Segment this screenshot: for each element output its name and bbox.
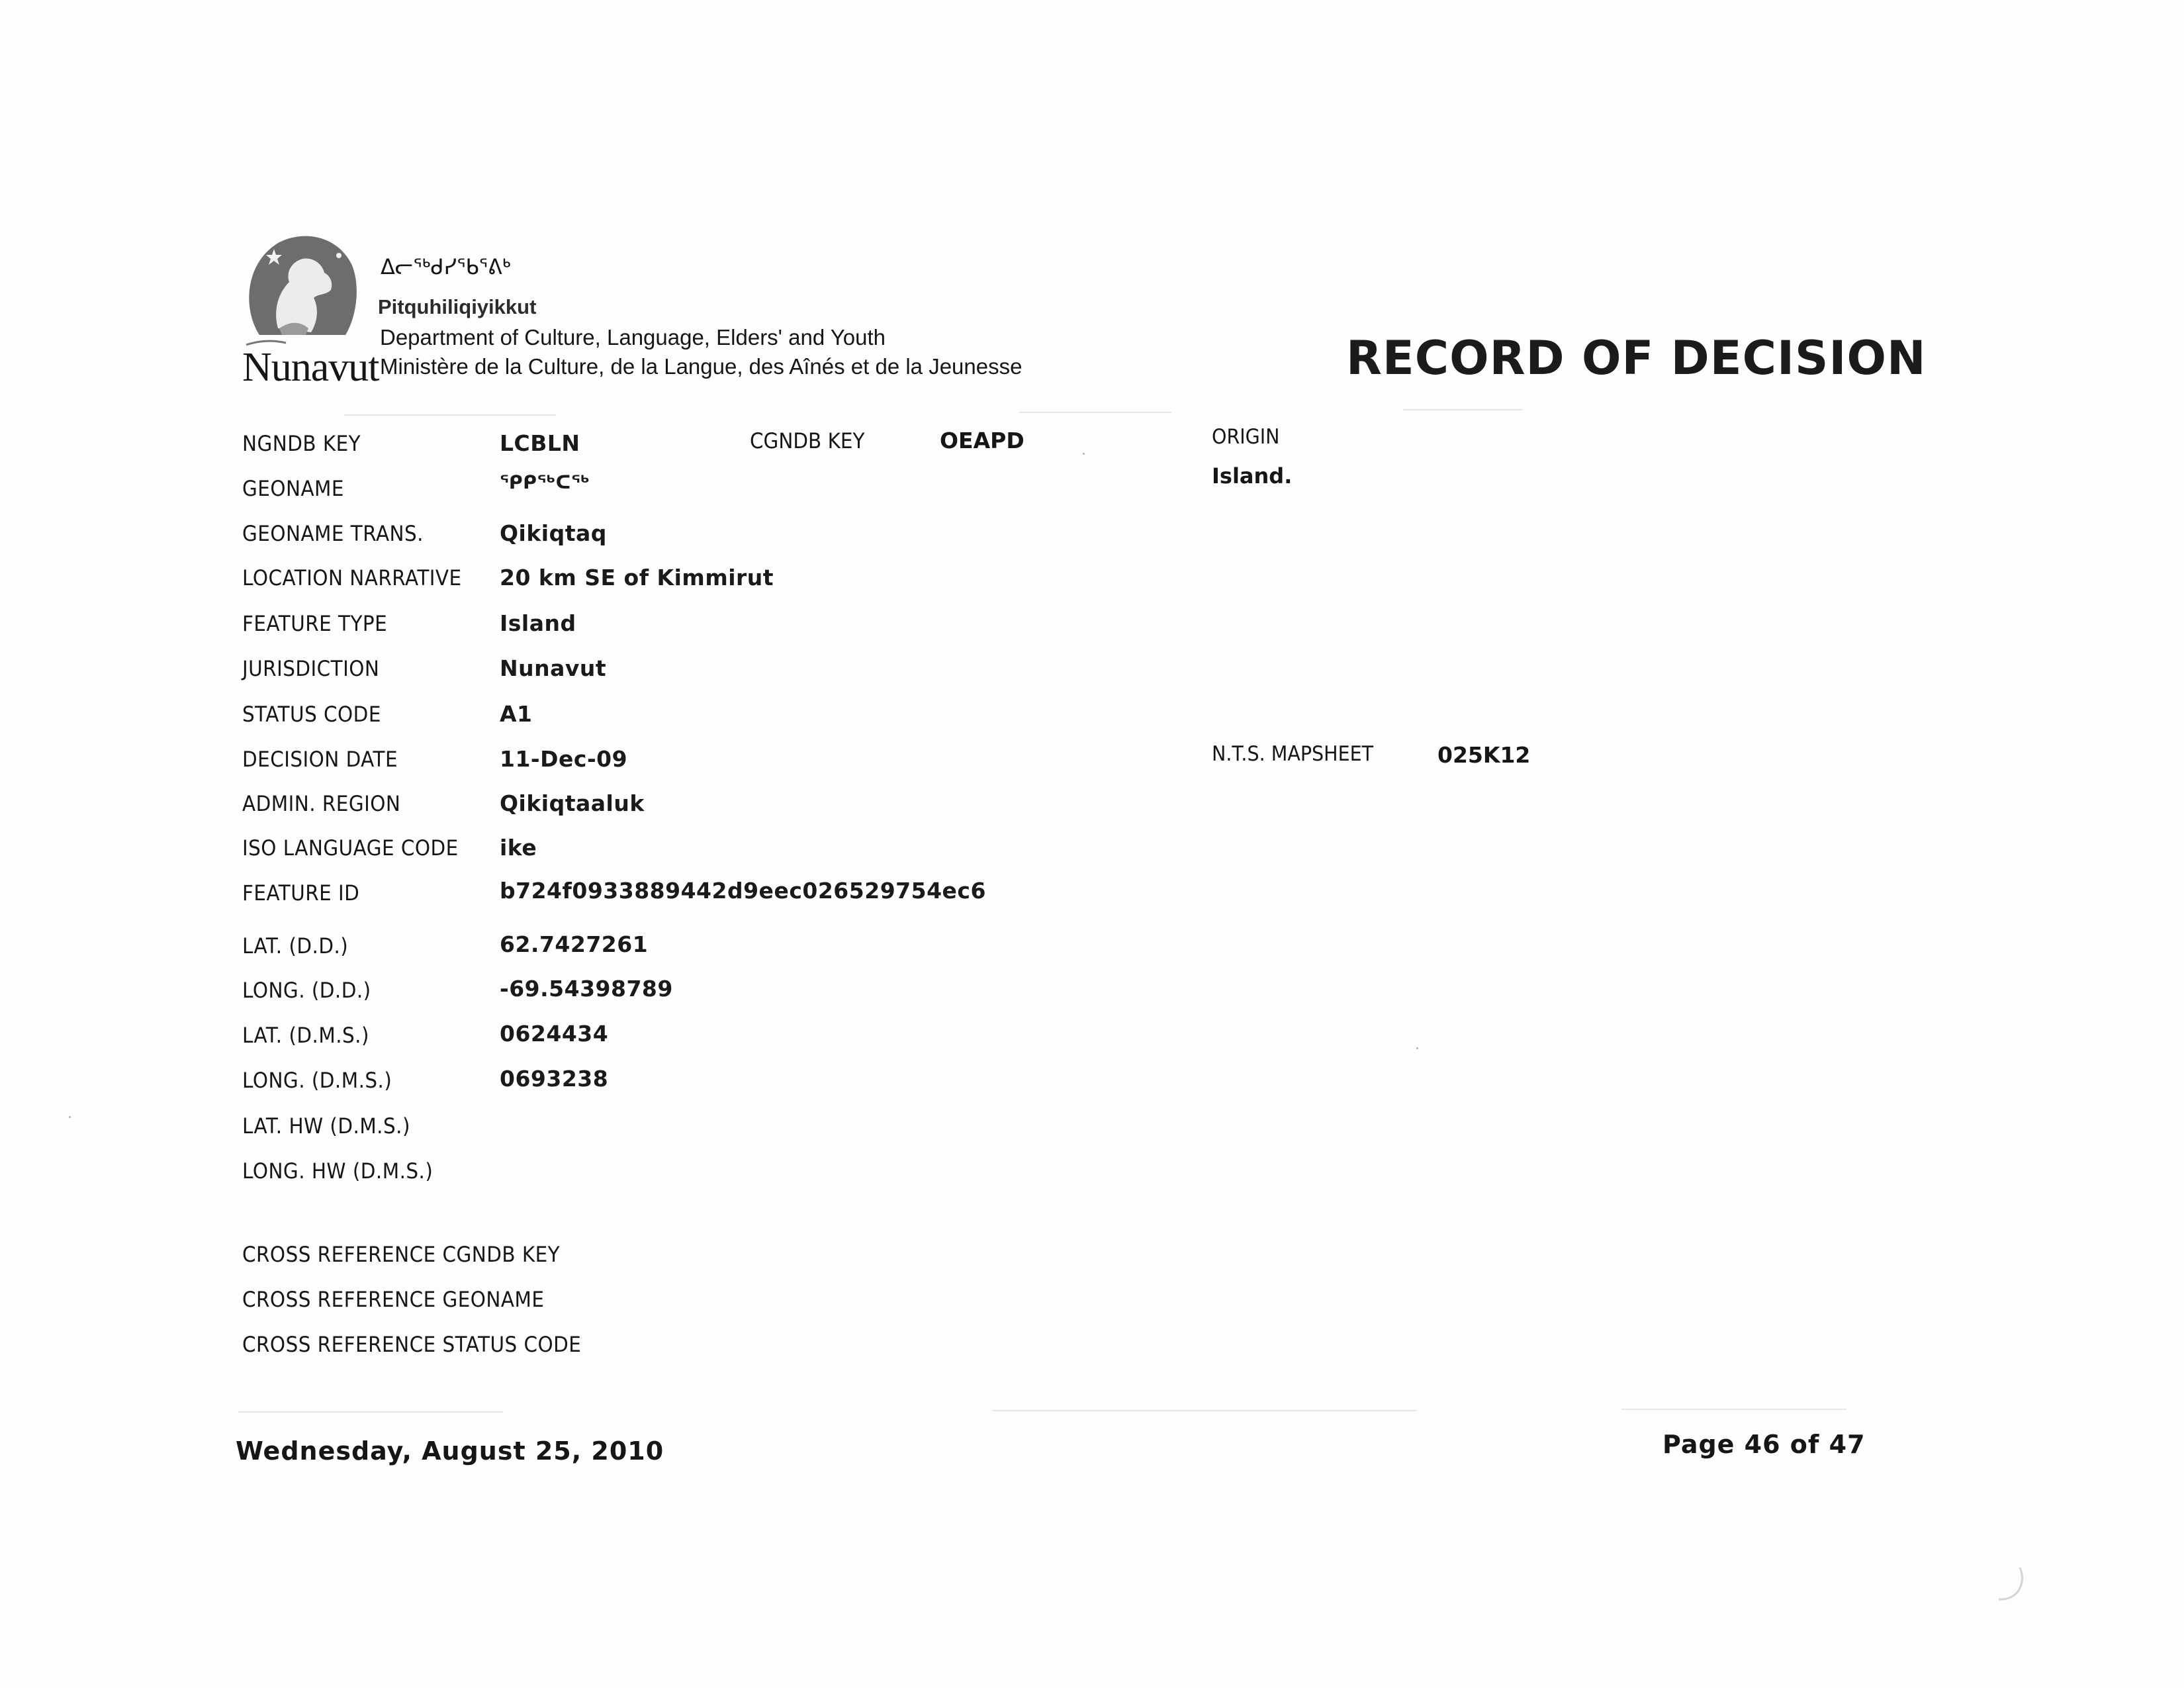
lat-dms-value: 0624434 <box>500 1021 609 1047</box>
geoname-label: GEONAME <box>242 476 344 501</box>
iso-language-code-label: ISO LANGUAGE CODE <box>242 835 459 861</box>
cgndb-key-label: CGNDB KEY <box>750 428 865 453</box>
long-dms-value: 0693238 <box>500 1066 609 1092</box>
origin-value: Island. <box>1212 463 1293 489</box>
status-code-label: STATUS CODE <box>242 702 381 727</box>
geoname-trans-value: Qikiqtaq <box>500 520 607 546</box>
cross-ref-cgndb-key-label: CROSS REFERENCE CGNDB KEY <box>242 1242 561 1267</box>
location-narrative-label: LOCATION NARRATIVE <box>242 565 462 590</box>
page-number: Page 46 of 47 <box>1662 1430 1866 1459</box>
long-dd-value: -69.54398789 <box>500 976 673 1002</box>
geoname-trans-label: GEONAME TRANS. <box>242 521 424 546</box>
decision-date-label: DECISION DATE <box>242 747 398 772</box>
nunavut-wordmark: Nunavut <box>242 345 379 390</box>
footer-date: Wednesday, August 25, 2010 <box>236 1436 664 1466</box>
ngndb-key-value: LCBLN <box>500 430 580 456</box>
nts-mapsheet-value: 025K12 <box>1437 742 1531 768</box>
cgndb-key-value: OEAPD <box>940 428 1024 453</box>
lat-dd-label: LAT. (D.D.) <box>242 933 349 959</box>
lat-dms-label: LAT. (D.M.S.) <box>242 1023 369 1048</box>
divider <box>238 1411 503 1413</box>
long-hw-dms-label: LONG. HW (D.M.S.) <box>242 1158 433 1184</box>
feature-type-label: FEATURE TYPE <box>242 611 388 636</box>
org-syllabics-name: ᐃᓕᖅᑯᓯᖃᕐᕕᒃ <box>381 254 511 279</box>
long-dd-label: LONG. (D.D.) <box>242 978 371 1003</box>
nts-mapsheet-label: N.T.S. MAPSHEET <box>1212 742 1374 766</box>
department-french: Ministère de la Culture, de la Langue, des Aînés et de la Jeunesse <box>380 354 1023 379</box>
scan-mark <box>1979 1562 2032 1615</box>
jurisdiction-value: Nunavut <box>500 655 607 681</box>
scan-speck <box>69 1116 71 1118</box>
geoname-value: ᕿᑭᖅᑕᖅ <box>500 471 590 493</box>
org-name: Pitquhiliqiyikkut <box>378 295 537 318</box>
iso-language-code-value: ike <box>500 835 537 861</box>
long-dms-label: LONG. (D.M.S.) <box>242 1068 392 1093</box>
divider <box>1019 412 1171 413</box>
scan-speck <box>1083 453 1085 455</box>
feature-id-label: FEATURE ID <box>242 880 360 906</box>
feature-id-value: b724f0933889442d9eec026529754ec6 <box>500 878 986 904</box>
jurisdiction-label: JURISDICTION <box>242 656 380 681</box>
scan-speck <box>1416 1047 1418 1049</box>
admin-region-value: Qikiqtaaluk <box>500 790 645 816</box>
ngndb-key-label: NGNDB KEY <box>242 431 361 456</box>
divider <box>1403 409 1522 410</box>
lat-hw-dms-label: LAT. HW (D.M.S.) <box>242 1113 410 1139</box>
divider <box>344 414 556 416</box>
admin-region-label: ADMIN. REGION <box>242 791 401 816</box>
location-narrative-value: 20 km SE of Kimmirut <box>500 565 774 590</box>
page-title: RECORD OF DECISION <box>1346 331 1927 385</box>
feature-type-value: Island <box>500 610 576 636</box>
divider <box>993 1410 1416 1411</box>
cross-ref-status-code-label: CROSS REFERENCE STATUS CODE <box>242 1332 582 1357</box>
decision-date-value: 11-Dec-09 <box>500 746 628 772</box>
cross-ref-geoname-label: CROSS REFERENCE GEONAME <box>242 1287 545 1312</box>
divider <box>1621 1409 1846 1410</box>
lat-dd-value: 62.7427261 <box>500 931 649 957</box>
status-code-value: A1 <box>500 701 533 727</box>
origin-label: ORIGIN <box>1212 425 1280 449</box>
department-english: Department of Culture, Language, Elders' and Youth <box>380 325 886 350</box>
